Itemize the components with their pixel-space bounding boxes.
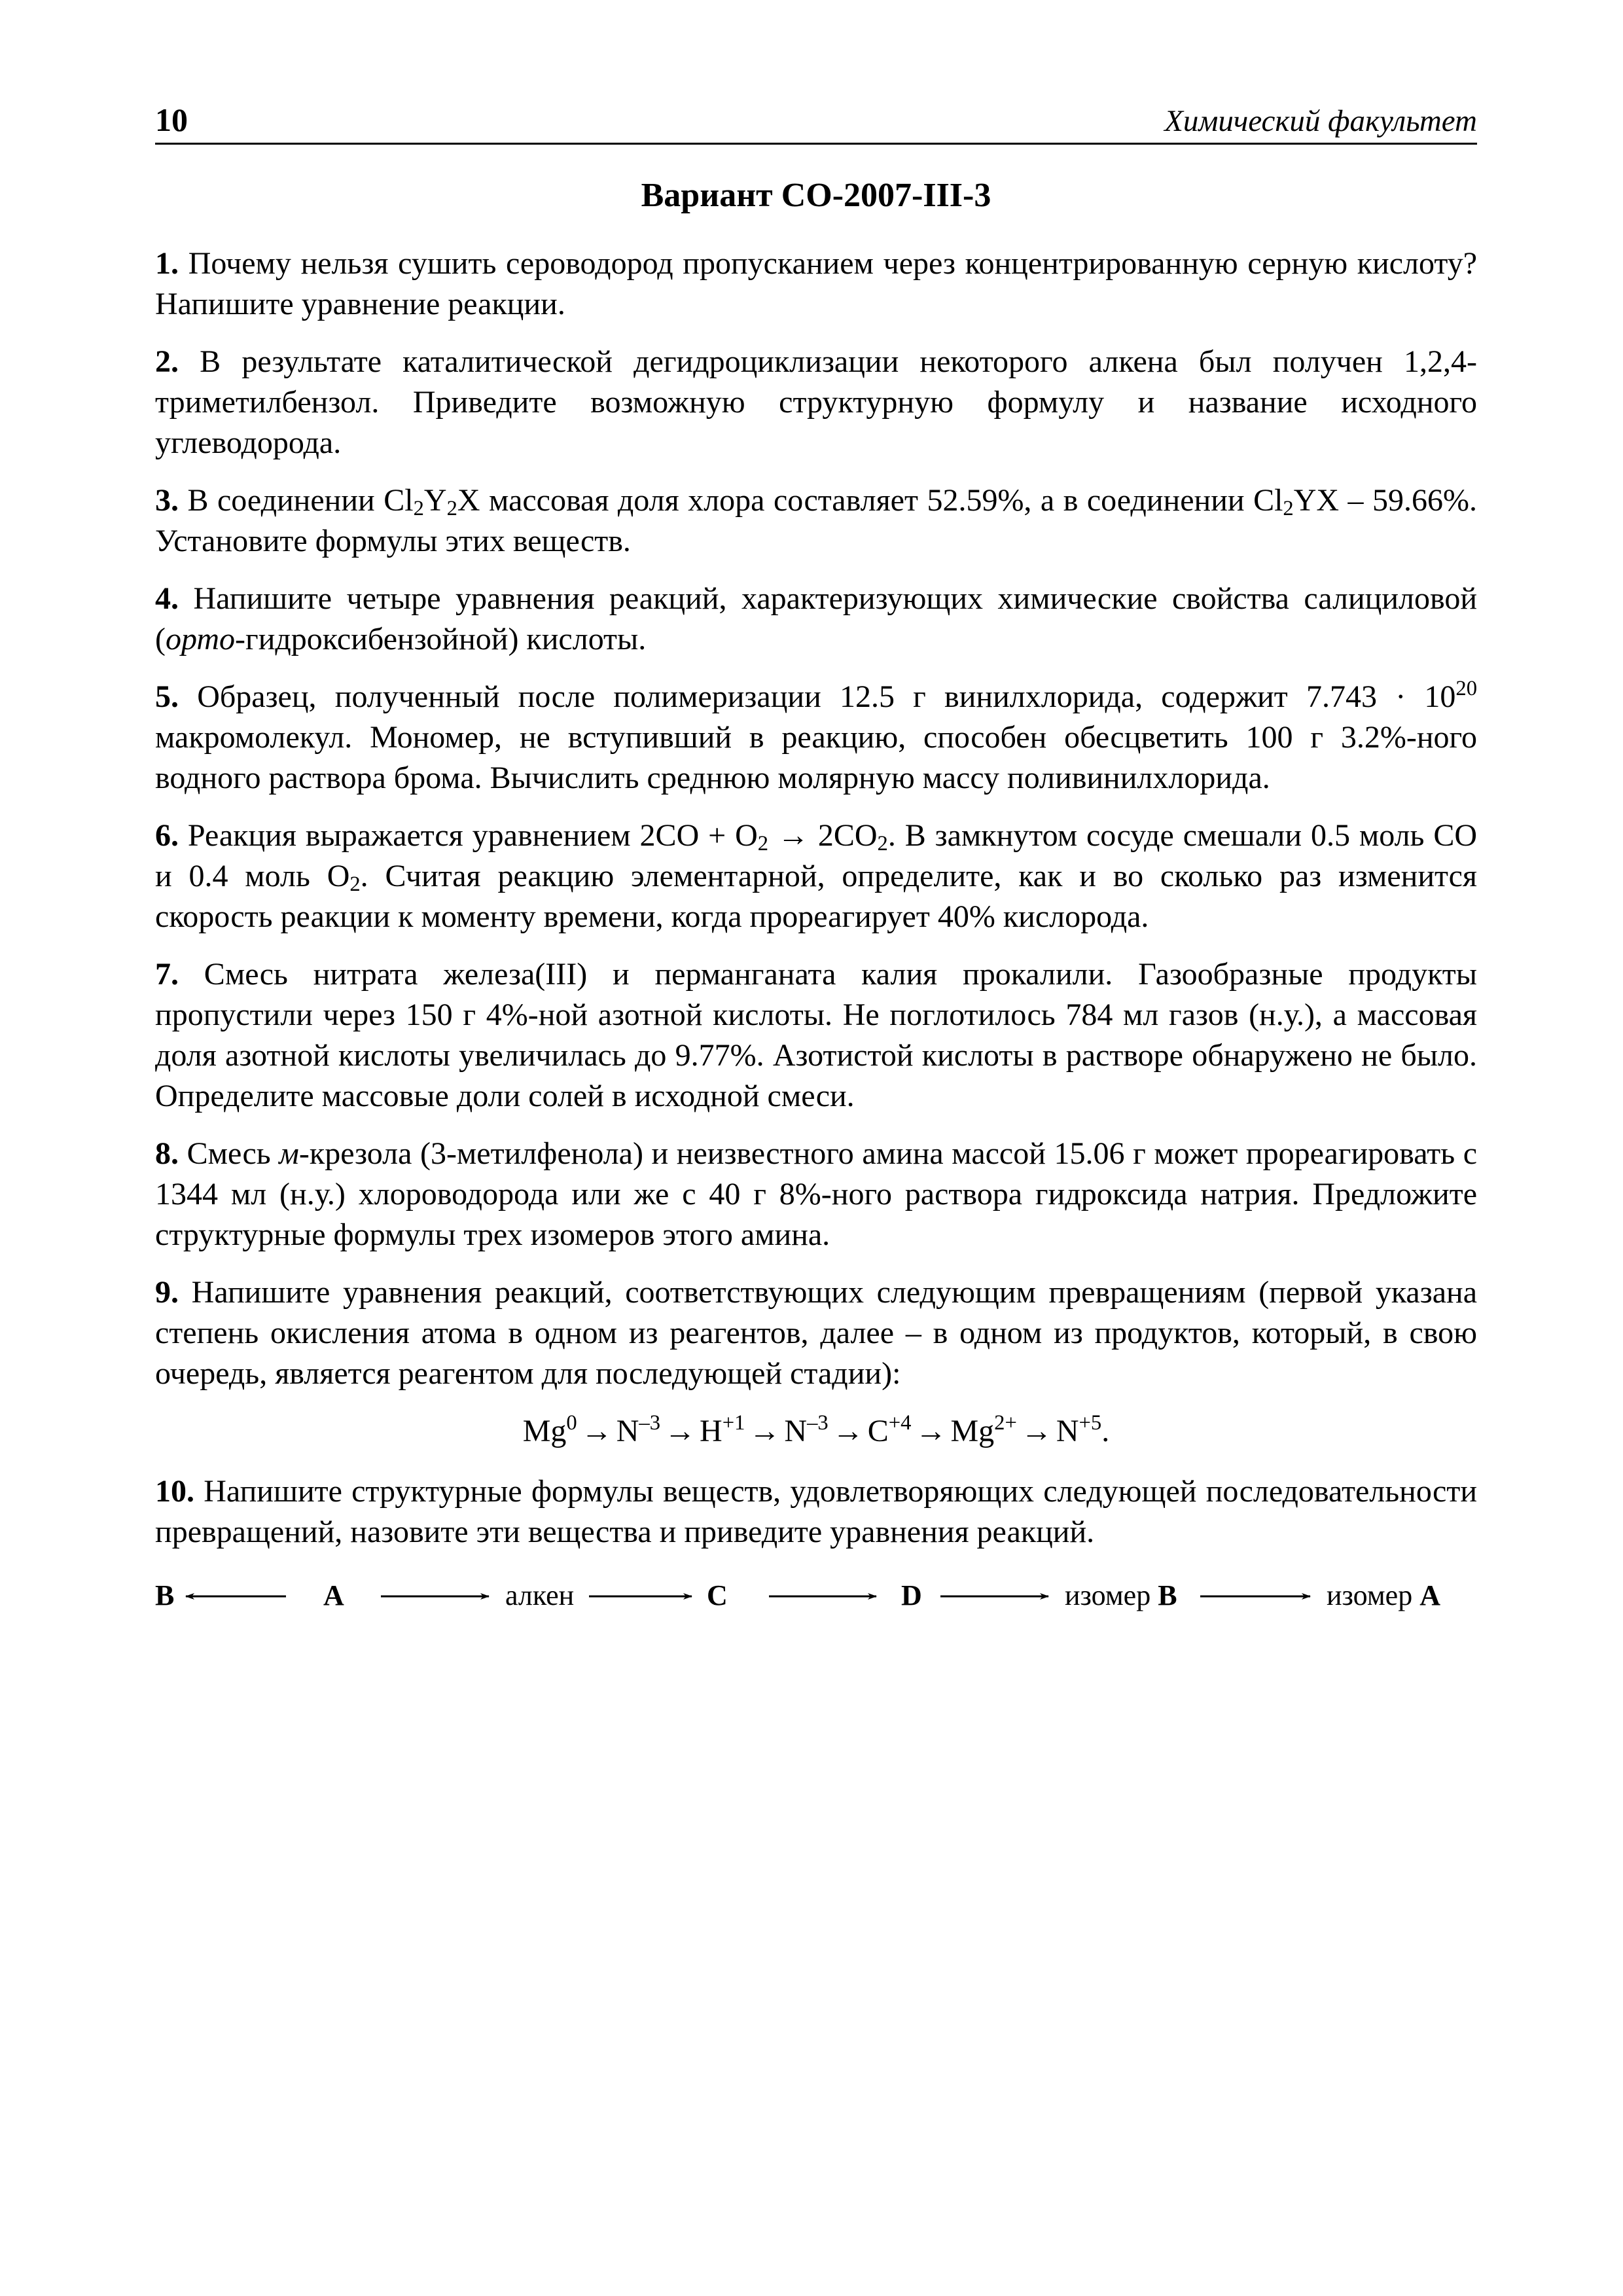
substance-a: A <box>323 1579 344 1611</box>
problem-text: Напишите уравнения реакций, соответствующих следующим превращениям (первой указана степень окисления атома в одном из реагентов, далее – в одном из продуктов, который, в свою очередь, является реагентом для последующей стадии): <box>155 1275 1477 1391</box>
arrow-right-icon: → <box>832 1414 864 1448</box>
problem-1 <box>155 243 1477 325</box>
problem-number: 6. <box>155 818 179 853</box>
chain-element: Mg <box>522 1414 567 1448</box>
substance-alkene: алкен <box>505 1579 575 1611</box>
problem-text: Образец, полученный после полимеризации 12.5 г винилхлорида, содержит 7.743 · 10 <box>197 679 1456 714</box>
arrow-right-icon: → <box>749 1414 781 1448</box>
problem-number: 5. <box>155 679 179 714</box>
chain-element: C <box>867 1414 889 1448</box>
scheme-arrows <box>155 1570 1477 1622</box>
oxidation-state: +1 <box>722 1411 745 1435</box>
problem-text: YX – 59.66%. Установите формулы этих веществ. <box>155 483 1478 558</box>
chain-end: . <box>1101 1414 1110 1448</box>
problem-number: 9. <box>155 1275 179 1310</box>
problem-5 <box>155 677 1477 798</box>
chain-element: N <box>616 1414 639 1448</box>
substance-c: C <box>707 1579 728 1611</box>
problem-text: X массовая доля хлора составляет 52.59%, а в соединении Cl <box>457 483 1283 518</box>
problem-text: . В замкнутом сосуде смешали 0.5 моль CO и 0.4 моль O <box>155 818 1477 893</box>
isomer-word: изомер <box>1065 1579 1151 1611</box>
problem-text: В результате каталитической дегидроциклизации некоторого алкена был получен 1,2,4-триметилбензол. Приведите возможную структурную формулу и название исходного углеводорода. <box>155 344 1478 460</box>
problem-text: -крезола (3-метилфенола) и неизвестного амина массой 15.06 г может прореагировать с 1344 мл (н.у.) хлороводорода или же с 40 г 8%-ного раствора гидроксида натрия. Предложите структурные формулы трех изомеров этого амина. <box>155 1136 1477 1252</box>
chain-element: N <box>784 1414 808 1448</box>
problem-9 <box>155 1272 1477 1394</box>
oxidation-state: 2+ <box>994 1411 1017 1435</box>
problem-7 <box>155 954 1477 1117</box>
substance-d: D <box>901 1579 922 1611</box>
italic-prefix: м <box>279 1136 299 1171</box>
isomer-a <box>1327 1579 1440 1612</box>
problem-8 <box>155 1134 1477 1255</box>
problem-2 <box>155 342 1477 463</box>
problem-number: 7. <box>155 957 179 992</box>
oxidation-state: 0 <box>566 1411 577 1435</box>
problem-text: макромолекул. Мономер, не вступивший в реакцию, способен обесцветить 100 г 3.2%-ного водного раствора брома. Вычислить среднюю молярную массу поливинилхлорида. <box>155 720 1477 795</box>
arrow-right-icon: → <box>915 1414 947 1448</box>
oxidation-state: –3 <box>807 1411 829 1435</box>
problem-text: → 2CO <box>768 818 878 853</box>
problem-text: Реакция выражается уравнением 2CO + O <box>187 818 758 853</box>
problem-number: 10. <box>155 1474 194 1509</box>
page-header <box>155 98 1477 145</box>
isomer-b-letter: B <box>1158 1579 1177 1611</box>
exponent: 20 <box>1455 677 1477 701</box>
italic-prefix: орто <box>165 622 236 656</box>
oxidation-state: +4 <box>888 1411 912 1435</box>
problem-number: 8. <box>155 1136 179 1171</box>
oxidation-state: –3 <box>639 1411 661 1435</box>
variant-title: Вариант СО-2007-III-3 <box>641 177 991 214</box>
problem-text: Смесь нитрата железа(III) и перманганата калия прокалили. Газообразные продукты пропустили через 150 г 4%-ной азотной кислоты. Не поглотилось 784 мл газов (н.у.), а массовая доля азотной кислоты увеличилась до 9.77%. Азотистой кислоты в растворе обнаружено не было. Определите массовые доли солей в исходной смеси. <box>155 957 1478 1113</box>
problem-text: Y <box>423 483 447 518</box>
page <box>155 98 1477 1622</box>
subscript: 2 <box>877 832 888 856</box>
isomer-a-letter: A <box>1419 1579 1440 1611</box>
problem-text: Напишите структурные формулы веществ, удовлетворяющих следующей последовательности превращений, назовите эти вещества и приведите уравнения реакций. <box>155 1474 1477 1549</box>
transformation-scheme <box>155 1570 1477 1622</box>
problem-number: 1. <box>155 246 179 281</box>
chain-element: H <box>700 1414 722 1448</box>
oxidation-state-chain <box>155 1411 1477 1452</box>
problem-number: 2. <box>155 344 179 379</box>
problem-10 <box>155 1471 1477 1552</box>
subscript: 2 <box>413 497 424 521</box>
page-number: 10 <box>155 101 188 138</box>
arrow-right-icon: → <box>1020 1414 1052 1448</box>
substance-b: B <box>155 1579 175 1611</box>
isomer-word: изомер <box>1327 1579 1413 1611</box>
running-head: Химический факультет <box>1164 104 1477 138</box>
problem-text: Напишите четыре уравнения реакций, характеризующих химические свойства салициловой ( <box>155 581 1478 656</box>
problem-text: . Считая реакцию элементарной, определите, как и во сколько раз изменится скорость реакции к моменту времени, когда прореагирует 40% кислорода. <box>155 859 1477 934</box>
chain-element: N <box>1056 1414 1079 1448</box>
problem-number: 3. <box>155 483 179 518</box>
subscript: 2 <box>349 872 361 897</box>
problem-text: Смесь <box>187 1136 279 1171</box>
arrow-right-icon: → <box>664 1414 696 1448</box>
chain-element: Mg <box>950 1414 995 1448</box>
arrow-right-icon: → <box>580 1414 613 1448</box>
isomer-b <box>1065 1579 1177 1612</box>
oxidation-state: +5 <box>1079 1411 1102 1435</box>
problem-6 <box>155 816 1477 937</box>
subscript: 2 <box>757 832 769 856</box>
problem-4 <box>155 579 1477 660</box>
problem-text: Почему нельзя сушить сероводород пропусканием через концентрированную серную кислоту? Напишите уравнение реакции. <box>155 246 1478 321</box>
problem-number: 4. <box>155 581 179 616</box>
subscript: 2 <box>446 497 457 521</box>
subscript: 2 <box>1283 497 1294 521</box>
problem-3 <box>155 480 1477 562</box>
problem-text: В соединении Cl <box>187 483 414 518</box>
problem-text: -гидроксибензойной) кислоты. <box>235 622 647 656</box>
